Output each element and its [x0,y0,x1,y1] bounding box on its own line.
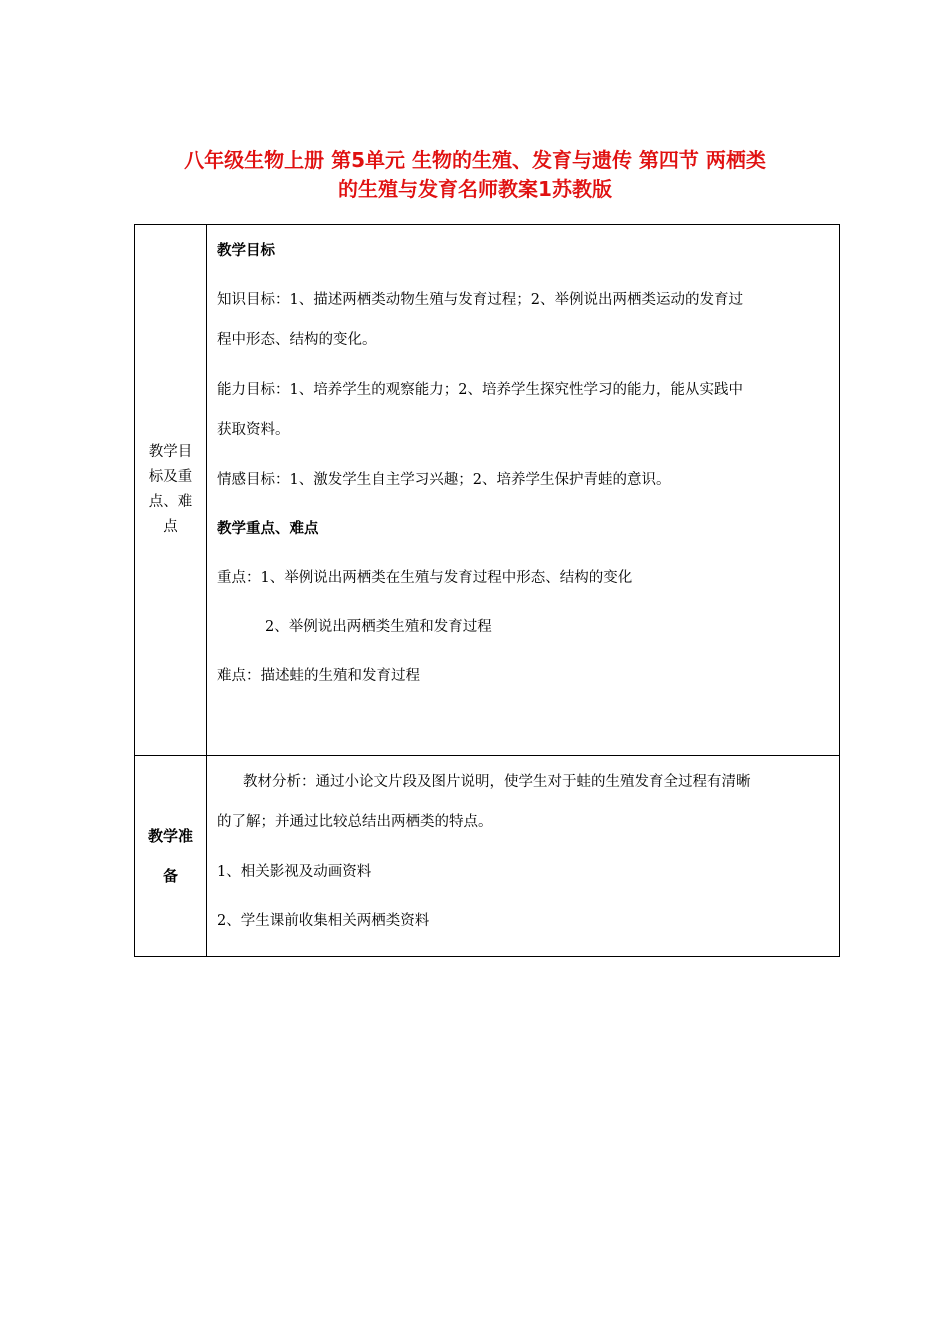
ability-goal-line-1: 能力目标：1、培养学生的观察能力；2、培养学生探究性学习的能力，能从实践中 [217,382,743,398]
lesson-plan-table [134,224,840,957]
heading-teaching-goals: 教学目标 [217,243,275,259]
ability-goal-line-2: 获取资料。 [217,422,290,438]
title-line-1: 八年级生物上册 第5单元 生物的生殖、发育与遗传 第四节 两栖类 [184,148,766,172]
label-line: 备 [162,867,178,885]
document-title [120,146,830,204]
row-label-preparation [135,756,207,957]
analysis-line-2: 的了解；并通过比较总结出两栖类的特点。 [217,814,493,830]
knowledge-goal-line-1: 知识目标：1、描述两栖类动物生殖与发育过程；2、举例说出两栖类运动的发育过 [217,292,743,308]
label-line: 点、难 [148,494,193,510]
goals-content [207,225,840,756]
preparation-item-1: 1、相关影视及动画资料 [217,864,372,880]
row-label-goals [135,225,207,756]
key-point-2: 2、举例说出两栖类生殖和发育过程 [265,619,492,635]
label-line: 教学准 [147,827,193,845]
key-point-1: 重点：1、举例说出两栖类在生殖与发育过程中形态、结构的变化 [217,570,633,586]
knowledge-goal-line-2: 程中形态、结构的变化。 [217,332,377,348]
label-line: 教学目 [148,444,193,460]
label-line: 标及重 [148,469,193,485]
difficulty-point: 难点：描述蛙的生殖和发育过程 [217,668,420,684]
heading-key-points: 教学重点、难点 [217,521,319,537]
analysis-line-1: 教材分析：通过小论文片段及图片说明，使学生对于蛙的生殖发育全过程有清晰 [243,774,751,790]
preparation-item-2: 2、学生课前收集相关两栖类资料 [217,913,430,929]
title-line-2: 的生殖与发育名师教案1苏教版 [338,177,612,201]
table-row-goals [135,225,840,756]
table-row-preparation [135,756,840,957]
label-line: 点 [163,519,178,535]
preparation-content [207,756,840,957]
emotion-goal-line: 情感目标：1、激发学生自主学习兴趣；2、培养学生保护青蛙的意识。 [217,472,671,488]
